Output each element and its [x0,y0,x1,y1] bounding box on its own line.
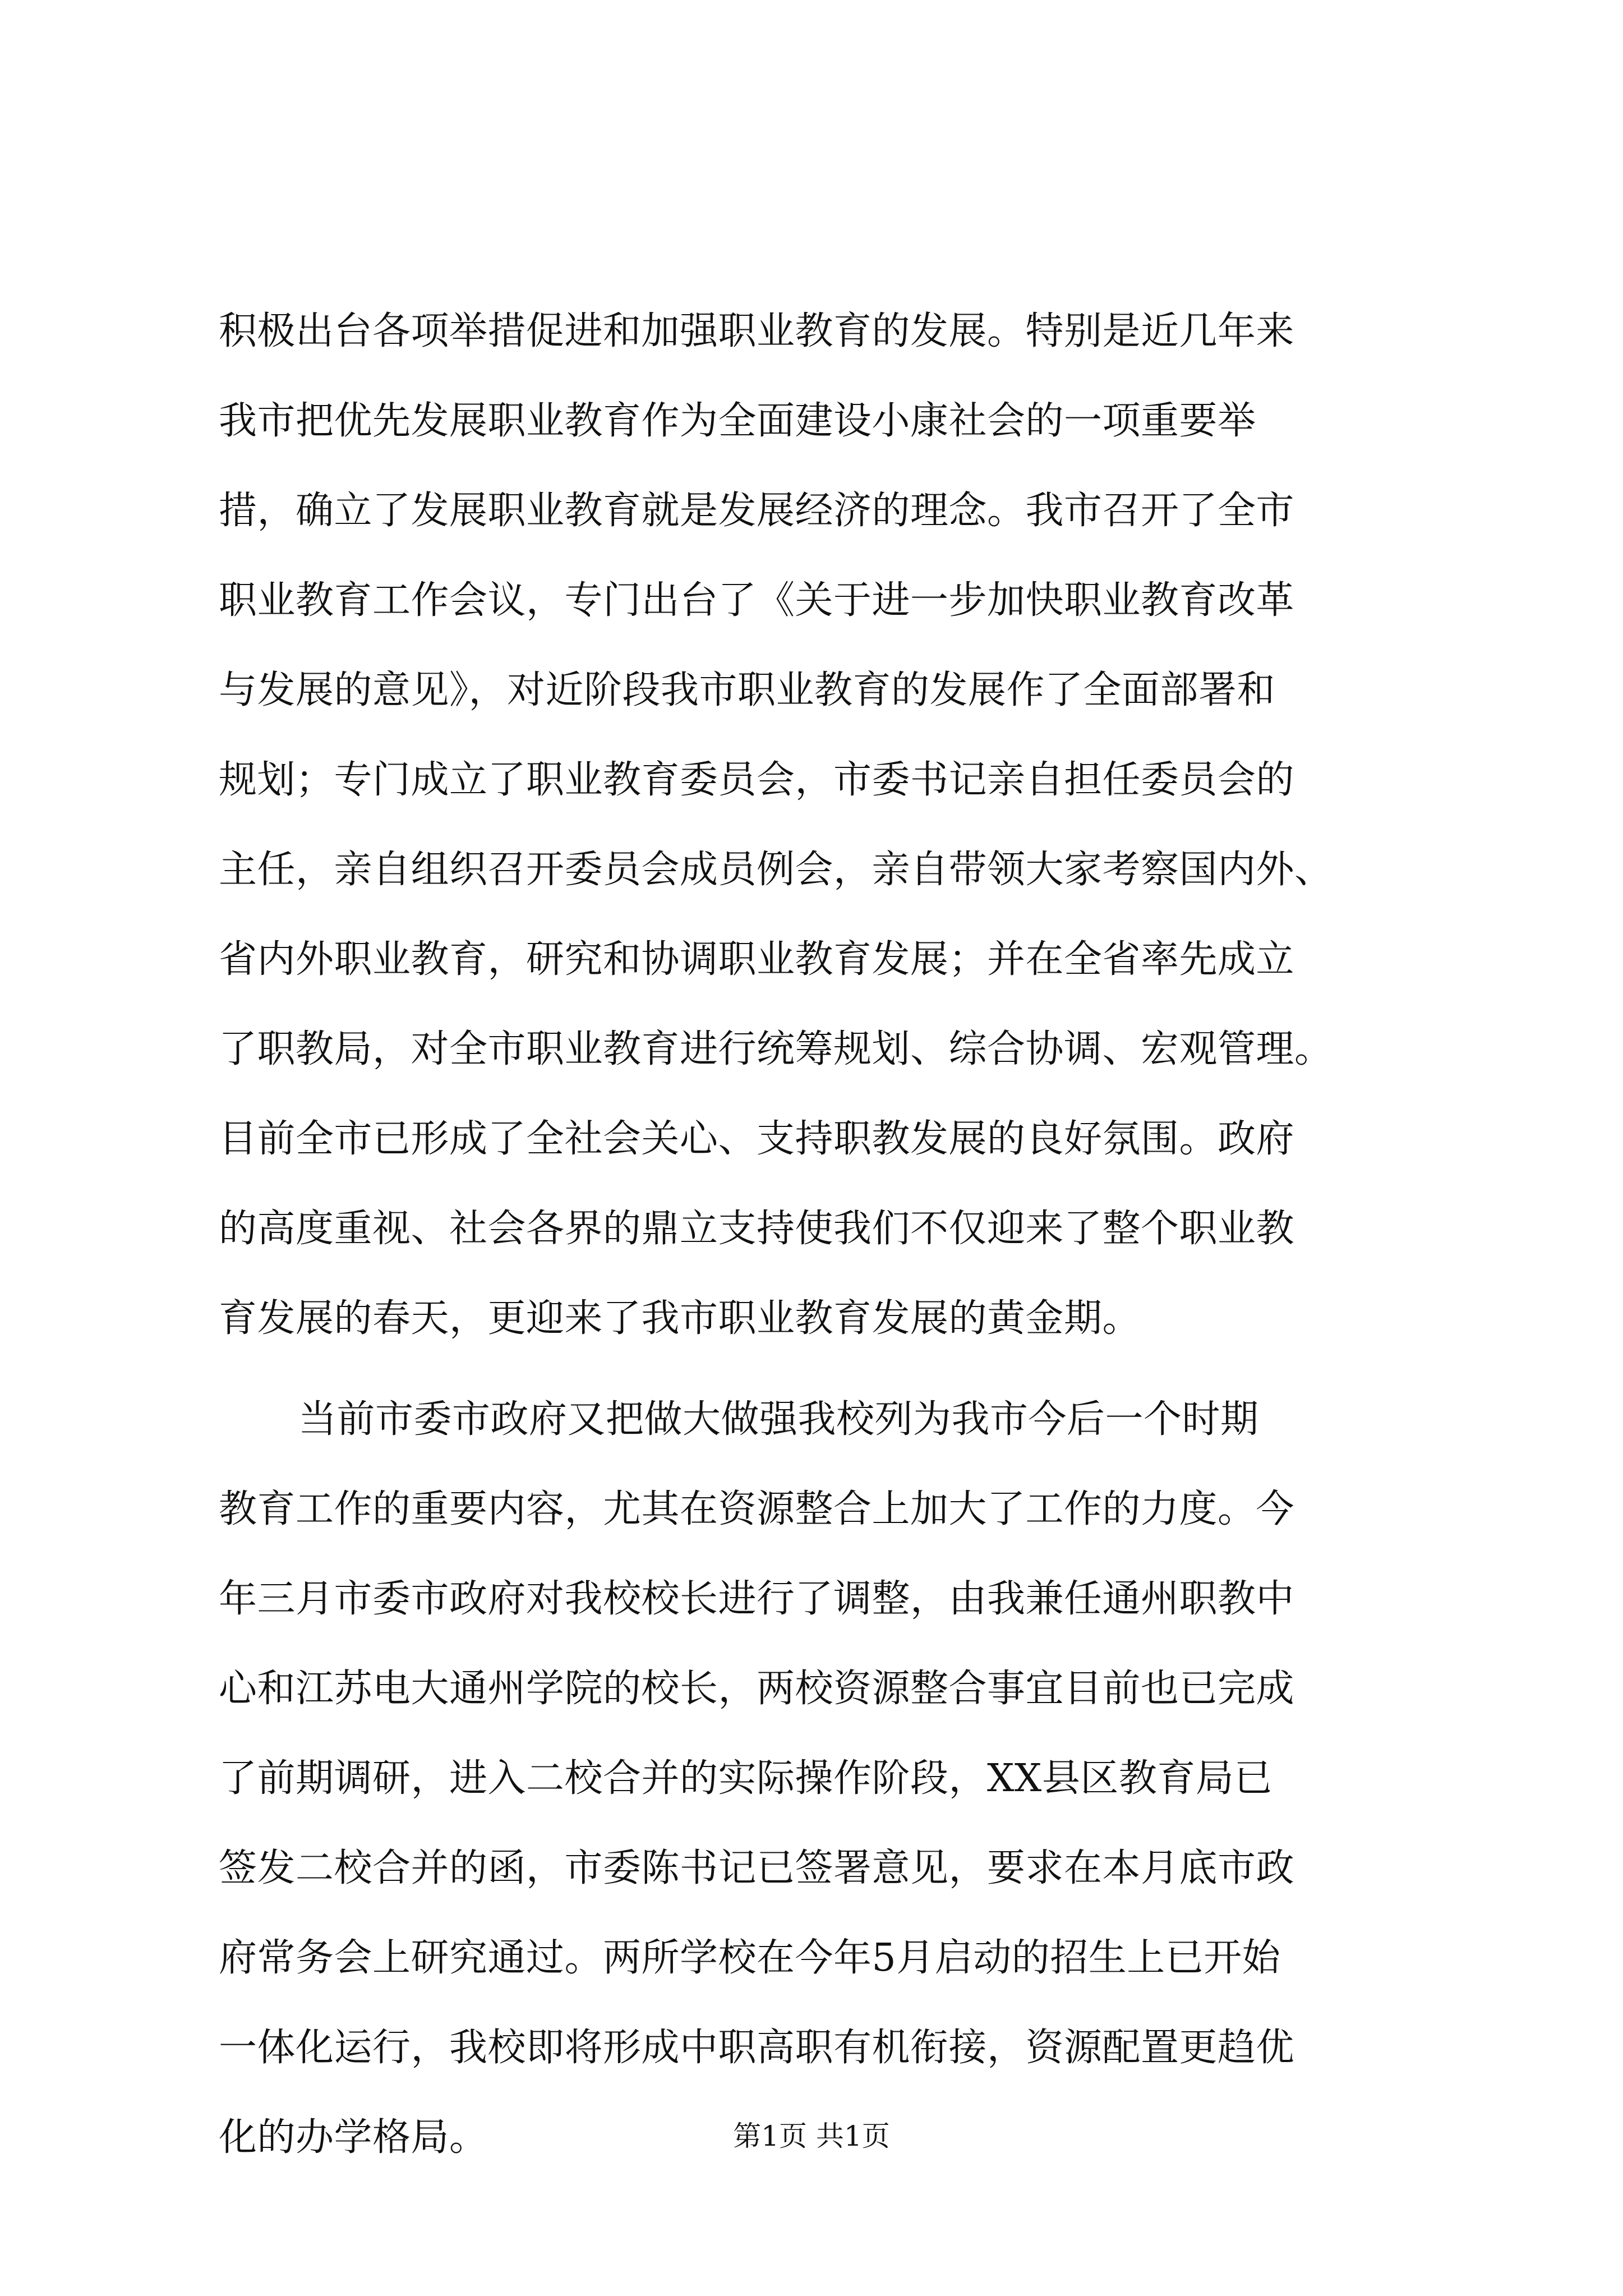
text-line: 与发展的意见》，对近阶段我市职业教育的发展作了全面部署和 [219,668,1276,712]
text-line: 化的办学格局。 [219,2115,488,2160]
text-line: 年三月市委市政府对我校校长进行了调整，由我兼任通州职教中 [219,1577,1295,1621]
text-line: 府常务会上研究通过。两所学校在今年5月启动的招生上已开始 [219,1936,1281,1980]
text-line: 积极出台各项举措促进和加强职业教育的发展。特别是近几年来 [219,309,1295,353]
text-line: 省内外职业教育，研究和协调职业教育发展；并在全省率先成立 [219,937,1295,982]
text-line: 措，确立了发展职业教育就是发展经济的理念。我市召开了全市 [219,489,1295,533]
text-line: 的高度重视、社会各界的鼎立支持使我们不仅迎来了整个职业教 [219,1207,1295,1251]
text-line: 我市把优先发展职业教育作为全面建设小康社会的一项重要举 [219,399,1256,443]
text-line: 规划；专门成立了职业教育委员会，市委书记亲自担任委员会的 [219,758,1295,802]
page-footer: 第1页 共1页 [733,2120,890,2152]
text-line: 教育工作的重要内容，尤其在资源整合上加大了工作的力度。今 [219,1487,1295,1531]
text-line: 心和江苏电大通州学院的校长，两校资源整合事宜目前也已完成 [219,1667,1295,1711]
text-line: 育发展的春天，更迎来了我市职业教育发展的黄金期。 [219,1296,1141,1341]
text-line: 了前期调研，进入二校合并的实际操作阶段，XX县区教育局已 [219,1756,1272,1801]
text-line: 主任，亲自组织召开委员会成员例会，亲自带领大家考察国内外、 [219,848,1333,892]
text-line: 目前全市已形成了全社会关心、支持职教发展的良好氛围。政府 [219,1117,1295,1161]
text-line: 了职教局，对全市职业教育进行统筹规划、综合协调、宏观管理。 [219,1027,1333,1071]
text-line: 一体化运行，我校即将形成中职高职有机衔接，资源配置更趋优 [219,2026,1295,2070]
text-line: 当前市委市政府又把做大做强我校列为我市今后一个时期 [298,1397,1259,1442]
text-line: 职业教育工作会议，专门出台了《关于进一步加快职业教育改革 [219,578,1295,623]
text-line: 签发二校合并的函，市委陈书记已签署意见，要求在本月底市政 [219,1846,1295,1890]
